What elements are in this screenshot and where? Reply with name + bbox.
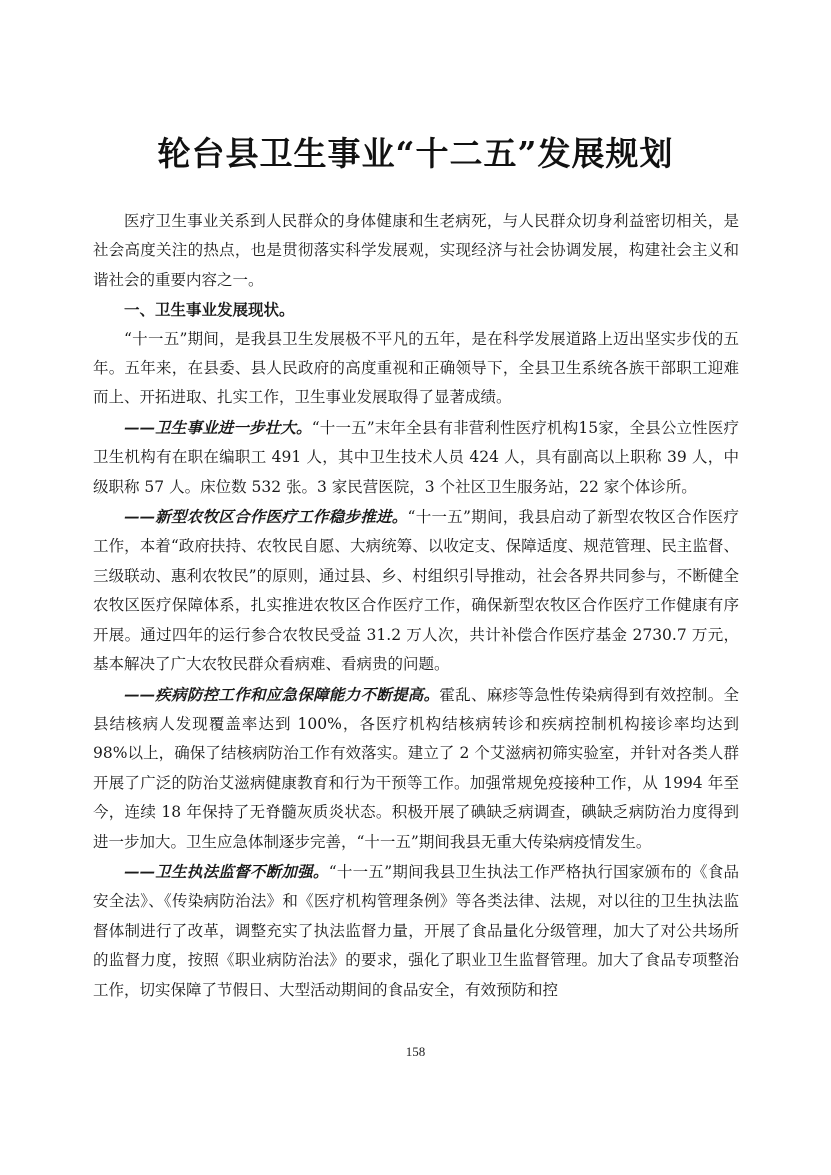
paragraph-health-growth bbox=[93, 413, 739, 502]
paragraph-law-enforcement bbox=[93, 857, 739, 1005]
intro-paragraph: 医疗卫生事业关系到人民群众的身体健康和生老病死，与人民群众切身利益密切相关，是社会高度关注的热点，也是贯彻落实科学发展观，实现经济与社会协调发展，构建社会主义和谐社会的重要内容之一。 bbox=[93, 212, 739, 289]
paragraph-lead: ——新型农牧区合作医疗工作稳步推进。 bbox=[124, 507, 408, 527]
paragraph-text: “十一五”末年全县有非营利性医疗机构15家，全县公立性医疗卫生机构有在职在编职工 491 人，其中卫生技术人员 424 人，具有副高以上职称 39 人，中级职称 57 人。床位数 532 张。3 家民营医院，3 个社区卫生服务站，22 家个体诊所。 bbox=[93, 418, 739, 496]
document-body bbox=[93, 207, 739, 1005]
paragraph-text: 霍乱、麻疹等急性传染病得到有效控制。全县结核病人发现覆盖率达到 100%，各医疗机构结核病转诊和疾病控制机构接诊率均达到 98%以上，确保了结核病防治工作有效落实。建立了 2 个艾滋病初筛实验室，并针对各类人群开展了广泛的防治艾滋病健康教育和行为干预等工作。加强常规免疫接种工作，从 1994 年至今，连续 18 年保持了无脊髓灰质炎状态。积极开展了碘缺乏病调查，碘缺乏病防治力度得到进一步加大。卫生应急体制逐步完善，“十一五”期间我县无重大传染病疫情发生。 bbox=[93, 685, 739, 851]
section-heading: 一、卫生事业发展现状。 bbox=[124, 300, 295, 320]
paragraph-lead: ——疾病防控工作和应急保障能力不断提高。 bbox=[124, 684, 440, 704]
paragraph-cooperative-medical bbox=[93, 502, 739, 679]
paragraph-lead: ——卫生执法监督不断加强。 bbox=[124, 861, 329, 881]
paragraph-text: “十一五”期间我县卫生执法工作严格执行国家颁布的《食品安全法》、《传染病防治法》和《医疗机构管理条例》等各类法律、法规，对以往的卫生执法监督体制进行了改革，调整充实了执法监督力量，开展了食品量化分级管理，加大了对公共场所的监督力度，按照《职业病防治法》的要求，强化了职业卫生监督管理。加大了食品专项整治工作，切实保障了节假日、大型活动期间的食品安全，有效预防和控 bbox=[93, 862, 739, 999]
paragraph-lead: ——卫生事业进一步壮大。 bbox=[124, 417, 312, 437]
page-title: 轮台县卫生事业“十二五”发展规划 bbox=[157, 134, 674, 173]
section-intro-paragraph: “十一五”期间，是我县卫生发展极不平凡的五年，是在科学发展道路上迈出坚实步伐的五年。五年来，在县委、县人民政府的高度重视和正确领导下，全县卫生系统各族干部职工迎难而上、开拓进取、扎实工作，卫生事业发展取得了显著成绩。 bbox=[93, 329, 739, 407]
page-number: 158 bbox=[405, 1044, 426, 1059]
paragraph-disease-control bbox=[93, 680, 739, 857]
paragraph-text: “十一五”期间，我县启动了新型农牧区合作医疗工作，本着“政府扶持、农牧民自愿、大病统筹、以收定支、保障适度、规范管理、民主监督、三级联动、惠利农牧民”的原则，通过县、乡、村组织引导推动，社会各界共同参与，不断健全农牧区医疗保障体系，扎实推进农牧区合作医疗工作，确保新型农牧区合作医疗工作健康有序开展。通过四年的运行参合农牧民受益 31.2 万人次，共计补偿合作医疗基金 2730.7 万元，基本解决了广大农牧民群众看病难、看病贵的问题。 bbox=[93, 508, 739, 674]
